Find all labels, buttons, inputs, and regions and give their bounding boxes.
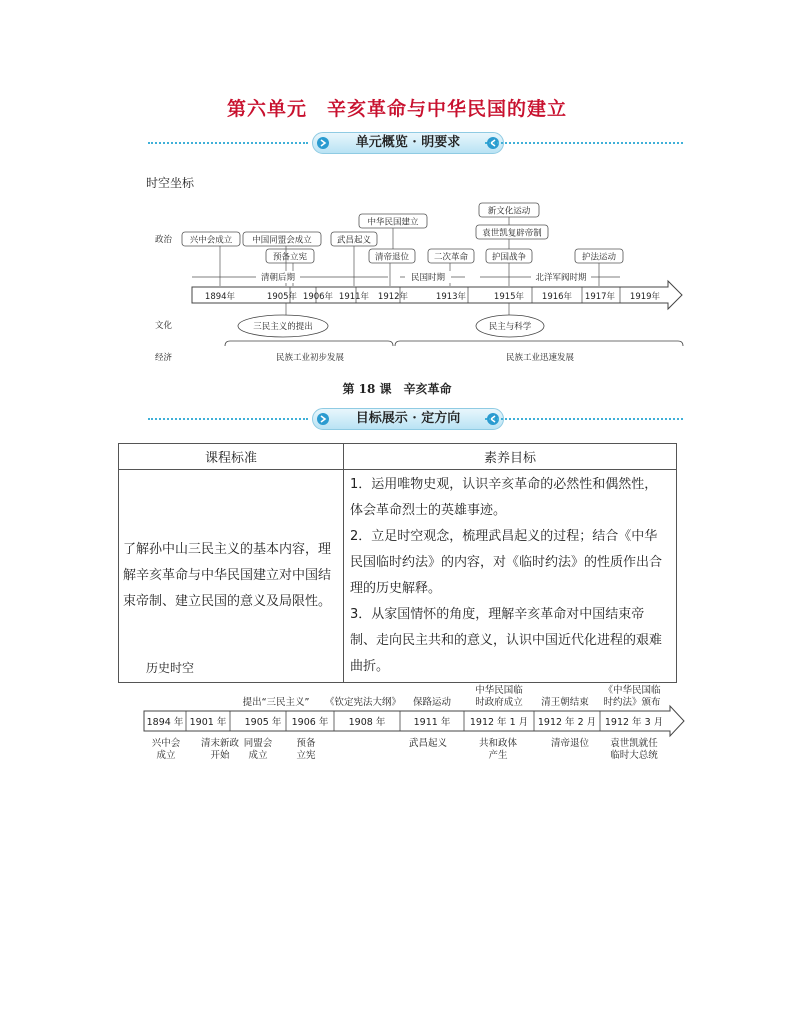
year-label: 1913年 xyxy=(435,292,467,302)
event-label: 清帝退位 xyxy=(550,738,590,749)
unit-timeline xyxy=(150,200,690,368)
arrow-right-icon xyxy=(317,137,329,149)
year-label: 1915年 xyxy=(493,292,525,302)
year-label: 1911年 xyxy=(338,292,370,302)
event-label: 清王朝结束 xyxy=(541,697,589,708)
event-label: 护法运动 xyxy=(581,252,617,263)
row-label-economy: 经济 xyxy=(155,353,173,363)
year-label: 1908 年 xyxy=(348,717,386,728)
standards-table xyxy=(118,443,677,683)
period-label: 民国时期 xyxy=(410,273,446,283)
banner-label: 目标展示 · 定方向 xyxy=(355,411,461,426)
culture-label: 民主与科学 xyxy=(488,322,532,332)
event-label: 二次革命 xyxy=(433,252,469,263)
event-label: 临时大总统 xyxy=(610,750,658,761)
event-label: 清末新政 xyxy=(200,738,240,749)
lesson-title: 第 18 课 辛亥革命 xyxy=(342,382,452,396)
year-label: 1905 年 xyxy=(244,717,282,728)
event-label: 清帝退位 xyxy=(374,252,410,263)
goal-item: 2．立足时空观念，梳理武昌起义的过程；结合《中华民国临时约法》的内容，对《临时约法》的性质作出合理的历史解释。 xyxy=(350,529,663,596)
table-header: 课程标准 xyxy=(119,444,344,470)
year-label: 1906 年 xyxy=(291,717,329,728)
dotted-divider xyxy=(485,142,683,144)
dotted-divider xyxy=(485,418,683,420)
event-label: 袁世凯复辟帝制 xyxy=(482,228,542,239)
year-label: 1894年 xyxy=(204,292,236,302)
event-label: 袁世凯就任 xyxy=(610,738,658,749)
year-label: 1894 年 xyxy=(146,717,184,728)
event-label: 中华民国临 xyxy=(475,685,523,696)
event-label: 开始 xyxy=(210,750,230,761)
event-label: 武昌起义 xyxy=(408,738,448,749)
section-heading-coords: 时空坐标 xyxy=(146,176,195,190)
event-label: 兴中会 xyxy=(151,738,181,749)
event-label: 成立 xyxy=(156,750,176,761)
event-label: 同盟会 xyxy=(243,738,273,749)
event-label: 预备立宪 xyxy=(272,252,308,263)
literacy-goals xyxy=(344,470,677,683)
year-label: 1901 年 xyxy=(189,717,227,728)
event-label: 产生 xyxy=(488,750,508,761)
dotted-divider xyxy=(148,418,308,420)
culture-label: 三民主义的提出 xyxy=(253,322,313,332)
economy-label: 民族工业初步发展 xyxy=(275,353,345,363)
curriculum-standard: 了解孙中山三民主义的基本内容，理解辛亥革命与中华民国建立对中国结束帝制、建立民国的意义及局限性。 xyxy=(119,470,344,683)
arrow-right-icon xyxy=(317,413,329,425)
year-label: 1912 年 3 月 xyxy=(604,717,664,728)
dotted-divider xyxy=(148,142,308,144)
event-label: 时约法》颁布 xyxy=(603,697,661,708)
event-label: 共和政体 xyxy=(478,738,518,749)
unit-title: 第六单元 辛亥革命与中华民国的建立 xyxy=(226,98,567,120)
overview-banner xyxy=(0,132,794,154)
banner-pill xyxy=(312,132,504,154)
year-label: 1916年 xyxy=(541,292,573,302)
event-label: 时政府成立 xyxy=(475,697,523,708)
goals-banner xyxy=(0,408,794,430)
event-label: 新文化运动 xyxy=(487,206,531,217)
event-label: 保路运动 xyxy=(412,697,452,708)
year-label: 1912 年 1 月 xyxy=(469,717,529,728)
year-label: 1912年 xyxy=(377,292,409,302)
year-label: 1911 年 xyxy=(413,717,451,728)
year-label: 1919年 xyxy=(629,292,661,302)
year-label: 1917年 xyxy=(584,292,616,302)
banner-label: 单元概览 · 明要求 xyxy=(355,135,461,150)
event-label: 中国同盟会成立 xyxy=(252,235,312,246)
year-label: 1905年 xyxy=(266,292,298,302)
event-label: 立宪 xyxy=(296,750,316,761)
section-heading-history: 历史时空 xyxy=(146,661,195,675)
event-label: 《中华民国临 xyxy=(603,685,661,696)
row-label-culture: 文化 xyxy=(155,321,173,331)
event-label: 武昌起义 xyxy=(336,235,372,246)
event-label: 成立 xyxy=(248,750,268,761)
event-label: 护国战争 xyxy=(491,252,527,263)
event-label: 提出“三民主义” xyxy=(242,697,310,708)
year-label: 1912 年 2 月 xyxy=(537,717,597,728)
history-timeline xyxy=(140,680,690,764)
year-label: 1906年 xyxy=(302,292,334,302)
event-label: 《钦定宪法大纲》 xyxy=(324,697,402,708)
goal-item: 1．运用唯物史观，认识辛亥革命的必然性和偶然性，体会革命烈士的英雄事迹。 xyxy=(350,477,658,518)
goal-item: 3．从家国情怀的角度，理解辛亥革命对中国结束帝制、走向民主共和的意义，认识中国近代化进程的艰难曲折。 xyxy=(350,607,663,674)
event-label: 兴中会成立 xyxy=(189,235,233,246)
economy-label: 民族工业迅速发展 xyxy=(505,353,575,363)
banner-pill xyxy=(312,408,504,430)
period-label: 北洋军阀时期 xyxy=(535,273,587,283)
period-label: 清朝后期 xyxy=(260,273,296,283)
row-label-politics: 政治 xyxy=(155,235,173,245)
event-label: 预备 xyxy=(296,738,316,749)
table-header: 素养目标 xyxy=(344,444,677,470)
event-label: 中华民国建立 xyxy=(367,217,419,228)
